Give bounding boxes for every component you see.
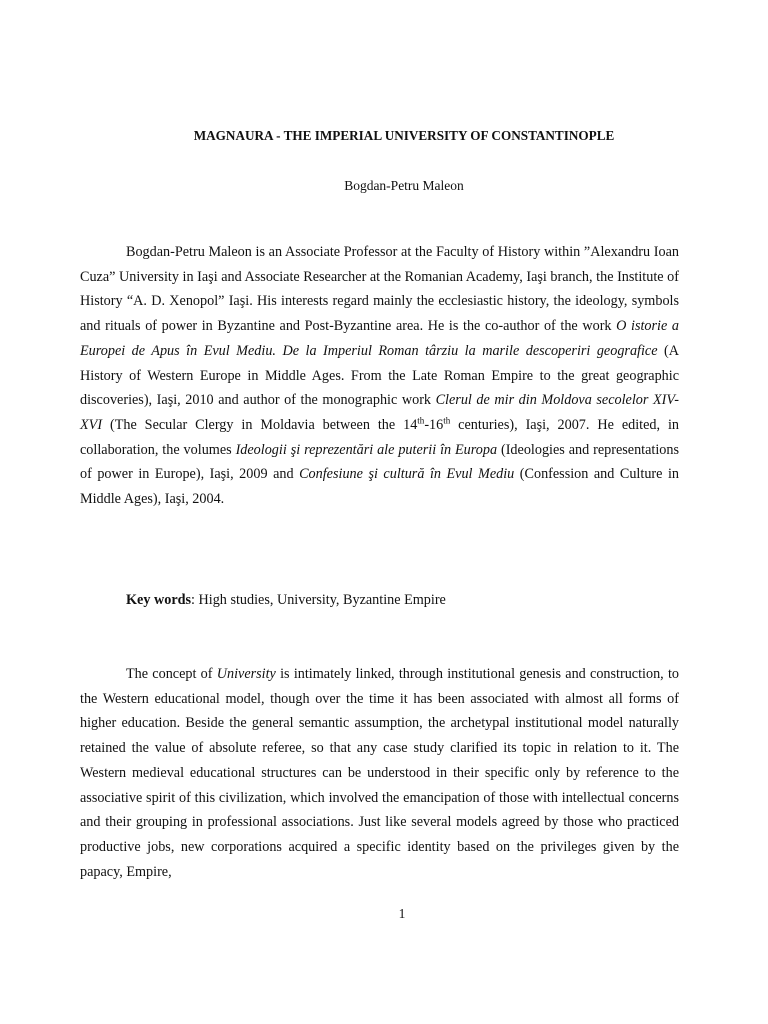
bio-superscript-1: th [417,415,425,426]
bio-text-5: centuries), Iaşi, 2007. He edited, in collaboration, the volumes [80,416,679,458]
bio-text-6: (Ideologies and representations of power in Europe), Iaşi, 2009 and [80,441,679,483]
bio-work-title-2: Clerul de mir din Moldova secolelor XIV-XVI [80,392,679,433]
keywords-line [126,592,446,609]
bio-text-7: (Confession and Culture in Middle Ages), Iaşi, 2004. [80,466,679,508]
page-number: 1 [398,906,406,921]
body-paragraph [80,662,679,884]
author-bio-paragraph [80,240,679,512]
page-title: MAGNAURA - THE IMPERIAL UNIVERSITY OF CONSTANTINOPLE [193,128,615,143]
body-text-2: is intimately linked, through institutional genesis and construction, to the Western educational model, though over the time it has been associated with almost all forms of higher education. Beside the general semantic assumption, the archetypal institutional model naturally retained the value of absolute referee, so that any case study clarified its topic in relation to it. The Western medieval educational structures can be understood in their specific only by reference to the associative spirit of this civilization, which involved the emancipation of those with intellectual concerns and their grouping in professional associations. Just like several models agreed by those who practiced productive jobs, new corporations acquired a specific identity based on the privileges given by the papacy, Empire, [80,666,679,880]
author-name: Bogdan-Petru Maleon [344,178,464,193]
bio-text-4: -16 [424,416,444,433]
bio-work-title-1: O istorie a Europei de Apus în Evul Mediu. De la Imperiul Roman târziu la marile descoperiri geografice [80,318,679,359]
bio-text-3: (The Secular Clergy in Moldavia between the 14 [102,416,418,433]
keywords-label: Key words [126,592,192,608]
bio-superscript-2: th [443,415,451,426]
bio-text-1: Bogdan-Petru Maleon is an Associate Professor at the Faculty of History within ”Alexandru Ioan Cuza” University in Iaşi and Associate Researcher at the Romanian Academy, Iaşi branch, the Institute of History “A. D. Xenopol” Iaşi. His interests regard mainly the ecclesiastic history, the ideology, symbols and rituals of power in Byzantine and Post-Byzantine area. He is the co-author of the work [80,244,679,335]
body-italic-word: University [216,666,276,682]
bio-work-title-3: Ideologii şi reprezentări ale puterii în Europa [235,441,498,458]
bio-text-2: (A History of Western Europe in Middle Ages. From the Late Roman Empire to the great geographic discoveries), Iaşi, 2010 and author of the monographic work [80,342,679,409]
body-text-1: The concept of [126,666,217,682]
bio-work-title-4: Confesiune şi cultură în Evul Mediu [299,466,515,483]
keywords-text: : High studies, University, Byzantine Empire [191,592,446,608]
